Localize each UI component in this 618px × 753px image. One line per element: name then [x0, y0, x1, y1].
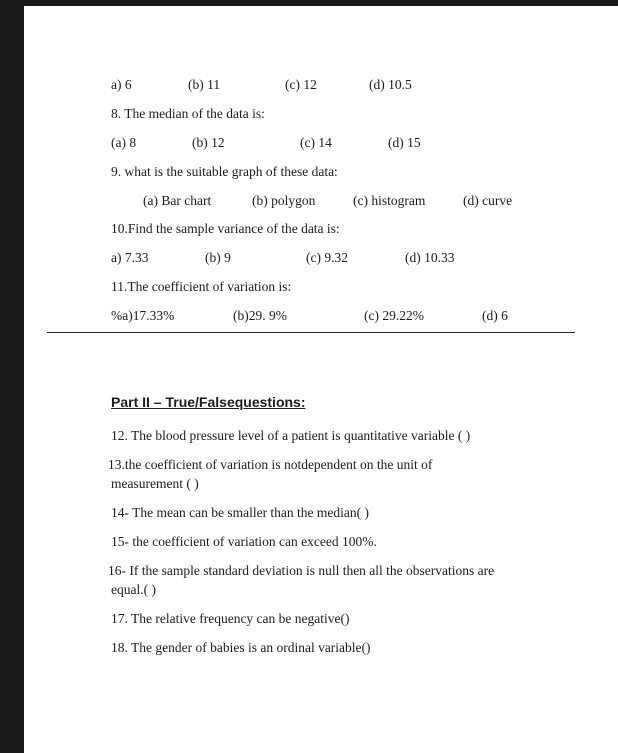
statement-15: 15- the coefficient of variation can exceed 100%.	[111, 534, 377, 549]
q8-option-a: (a) 8	[111, 135, 137, 150]
q7-option-d: (d) 10.5	[369, 77, 412, 92]
statement-16-line1: 16- If the sample standard deviation is null then all the observations are	[108, 563, 495, 578]
section-divider	[47, 332, 575, 333]
q7-option-b: (b) 11	[188, 77, 221, 92]
q10-question: 10.Find the sample variance of the data is:	[111, 221, 340, 236]
q11-option-d: (d) 6	[482, 308, 508, 323]
q9-option-c: (c) histogram	[353, 193, 426, 208]
statement-12: 12. The blood pressure level of a patient is quantitative variable ( )	[111, 428, 471, 443]
statement-18: 18. The gender of babies is an ordinal variable()	[111, 640, 371, 655]
statement-16-line2: equal.( )	[111, 582, 156, 597]
q11-question: 11.The coefficient of variation is:	[111, 279, 292, 294]
statement-13-line2: measurement ( )	[111, 476, 199, 491]
q8-option-d: (d) 15	[388, 135, 421, 150]
q10-option-b: (b) 9	[205, 250, 231, 265]
statement-17: 17. The relative frequency can be negative()	[111, 611, 350, 626]
statement-14: 14- The mean can be smaller than the median( )	[111, 505, 370, 520]
q8-question: 8. The median of the data is:	[111, 106, 265, 121]
q11-option-c: (c) 29.22%	[364, 308, 424, 323]
q9-option-a: (a) Bar chart	[143, 193, 212, 208]
q10-option-d: (d) 10.33	[405, 250, 455, 265]
q10-option-a: a) 7.33	[111, 250, 149, 265]
q10-option-c: (c) 9.32	[306, 250, 348, 265]
q9-option-d: (d) curve	[463, 193, 513, 208]
q7-option-c: (c) 12	[285, 77, 317, 92]
q9-option-b: (b) polygon	[252, 193, 316, 208]
q9-question: 9. what is the suitable graph of these data:	[111, 164, 338, 179]
part2-heading: Part II – True/Falsequestions:	[111, 394, 306, 410]
q8-option-c: (c) 14	[300, 135, 332, 150]
q8-option-b: (b) 12	[192, 135, 225, 150]
statement-13-line1: 13.the coefficient of variation is notdependent on the unit of	[108, 457, 433, 472]
q11-option-b: (b)29. 9%	[233, 308, 287, 323]
q11-option-a: %a)17.33%	[111, 308, 175, 323]
q7-option-a: a) 6	[111, 77, 132, 92]
